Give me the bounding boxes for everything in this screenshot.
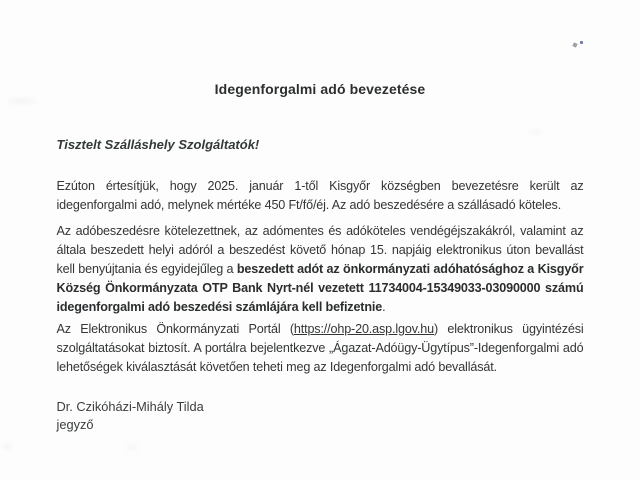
paragraph-portal-info: [57, 320, 584, 377]
portal-text-after-link: ) elektronikus ügyintézési szolgáltatásokat biztosít. A portálra bejelentkezve „Ágazat-Adóügy-Ügytípus”-Idegenforgalmi adó lehetőségek kiválasztását követően teheti meg az Idegenforgalmi adó bevallását.: [56, 322, 584, 374]
portal-text-before-link: Az Elektronikus Önkormányzati Portál (: [56, 322, 294, 336]
scan-smudge: [8, 98, 36, 104]
paragraph-tax-obligation: [57, 222, 584, 317]
tax-obligation-text: Az adóbeszedésre kötelezettnek, az adómentes és adóköteles vendégéjszakákról, valamint az általa beszedett helyi adóról a beszedést követő hónap 15. napjáig elektronikus úton bevallást kell benyújtania és egyidejűleg a: [56, 224, 584, 276]
payment-account-bold-text: beszedett adót az önkormányzati adóhatósághoz a Kisgyőr Község Önkormányzata OTP Bank Nyrt-nél vezetett 11734004-15349033-03090000 számú idegenforgalmi adó beszedési számlájára kell befizetnie: [56, 262, 584, 314]
signature-role: jegyző: [56, 417, 94, 432]
salutation: Tisztelt Szálláshely Szolgáltatók!: [56, 137, 260, 152]
paragraph-intro: Ezúton értesítjük, hogy 2025. január 1-től Kisgyőr községben bevezetésre került az idegenforgalmi adó, melynek mértéke 450 Ft/fő/éj. Az adó beszedésére a szállásadó köteles.: [56, 179, 584, 212]
portal-link[interactable]: https://ohp-20.asp.lgov.hu: [293, 322, 434, 336]
document-title: Idegenforgalmi adó bevezetése: [214, 81, 426, 97]
signature-name: Dr. Czikóházi-Mihály Tilda: [56, 399, 204, 414]
scan-smudge: [2, 444, 12, 449]
signature-block: [57, 398, 584, 434]
letter-content: [57, 0, 584, 434]
scan-smudge: [126, 445, 138, 450]
sentence-period: .: [382, 300, 386, 314]
